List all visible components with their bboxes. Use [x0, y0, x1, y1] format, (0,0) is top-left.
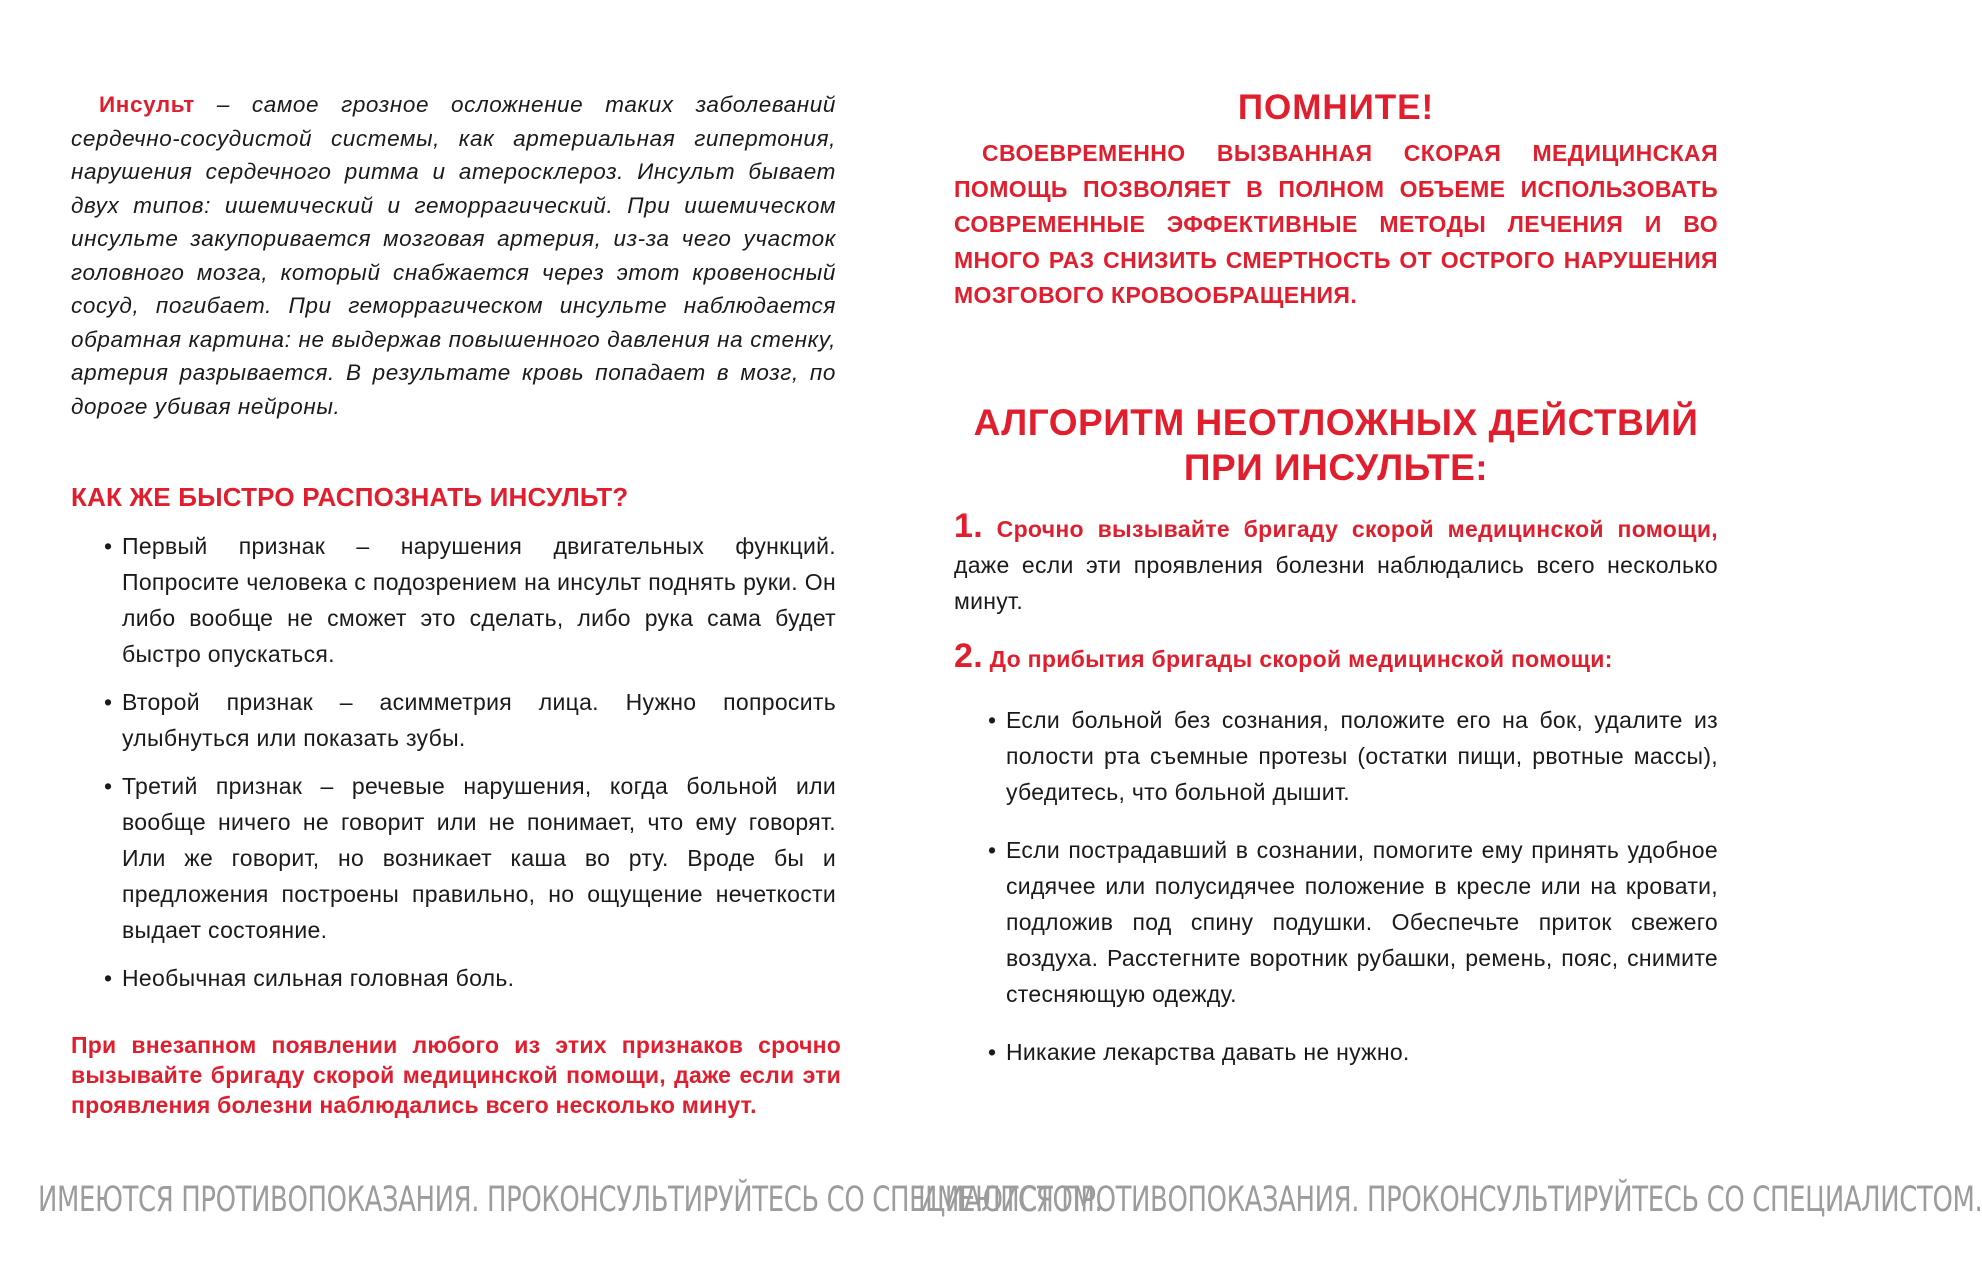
recognize-title: КАК ЖЕ БЫСТРО РАСПОЗНАТЬ ИНСУЛЬТ? — [71, 482, 629, 512]
bullet-icon: • — [988, 707, 997, 733]
list-item-text: Второй признак – асимметрия лица. Нужно попросить улыбнуться или показать зубы. — [122, 689, 836, 751]
disclaimer-left: ИМЕЮТСЯ ПРОТИВОПОКАЗАНИЯ. ПРОКОНСУЛЬТИРУЙТЕСЬ СО СПЕЦИАЛИСТОМ. — [38, 1180, 1103, 1220]
signs-list — [104, 528, 836, 1008]
bullet-icon: • — [104, 965, 113, 991]
list-item — [104, 768, 836, 948]
algorithm-title — [954, 400, 1718, 490]
bullet-icon: • — [104, 773, 113, 799]
bullet-icon: • — [104, 689, 113, 715]
remember-title: ПОМНИТЕ! — [1237, 88, 1435, 127]
actions-list — [988, 702, 1718, 1092]
step-number: 2. — [954, 637, 983, 675]
warning-text: При внезапном появлении любого из этих признаков срочно вызывайте бригаду скорой медицинской помощи, даже если эти проявления болезни наблюдались всего несколько минут. — [71, 1032, 841, 1118]
list-item-text: Третий признак – речевые нарушения, когда больной или вообще ничего не говорит или не понимает, что ему говорят. Или же говорит, но возникает каша во рту. Вроде бы и предложения построены правильно, но ощущение нечеткости выдает состояние. — [122, 773, 836, 943]
remember-text: СВОЕВРЕМЕННО ВЫЗВАННАЯ СКОРАЯ МЕДИЦИНСКАЯ ПОМОЩЬ ПОЗВОЛЯЕТ В ПОЛНОМ ОБЪЕМЕ ИСПОЛЬЗОВАТЬ СОВРЕМЕННЫЕ ЭФФЕКТИВНЫЕ МЕТОДЫ ЛЕЧЕНИЯ И ВО МНОГО РАЗ СНИЗИТЬ СМЕРТНОСТЬ ОТ ОСТРОГО НАРУШЕНИЯ МОЗГОВОГО КРОВООБРАЩЕНИЯ. — [954, 140, 1718, 308]
list-item — [104, 960, 836, 996]
intro-paragraph — [71, 88, 836, 423]
list-item-text: Если больной без сознания, положите его на бок, удалите из полости рта съемные протезы (остатки пищи, рвотные массы), убедитесь, что больной дышит. — [1006, 707, 1718, 805]
step-2 — [954, 638, 1718, 677]
list-item-text: Если пострадавший в сознании, помогите ему принять удобное сидячее или полусидячее положение в кресле или на кровати, подложив под спину подушки. Обеспечьте приток свежего воздуха. Расстегните воротник рубашки, ремень, пояс, снимите стесняющую одежду. — [1006, 837, 1718, 1007]
list-item-text: Никакие лекарства давать не нужно. — [1006, 1039, 1410, 1065]
step-1 — [954, 508, 1718, 619]
step-lead: Срочно вызывайте бригаду скорой медицинской помощи, — [996, 516, 1718, 542]
intro-keyword: Инсульт — [99, 92, 195, 117]
list-item — [104, 684, 836, 756]
list-item — [988, 832, 1718, 1012]
step-number: 1. — [954, 507, 983, 545]
list-item — [988, 1034, 1718, 1070]
bullet-icon: • — [104, 533, 113, 559]
bullet-icon: • — [988, 1039, 997, 1065]
list-item-text: Первый признак – нарушения двигательных функций. Попросите человека с подозрением на инсульт поднять руки. Он либо вообще не сможет это сделать, либо рука сама будет быстро опускаться. — [122, 533, 836, 667]
list-item — [104, 528, 836, 672]
list-item-text: Необычная сильная головная боль. — [122, 965, 515, 991]
intro-text: – самое грозное осложнение таких заболеваний сердечно-сосудистой системы, как артериальная гипертония, нарушения сердечного ритма и атеросклероз. Инсульт бывает двух типов: ишемический и геморрагический. При ишемическом инсульте закупоривается мозговая артерия, из-за чего участок головного мозга, который снабжается через этот кровеносный сосуд, погибает. При геморрагическом инсульте наблюдается обратная картина: не выдержав повышенного давления на стенку, артерия разрывается. В результате кровь попадает в мозг, по дороге убивая нейроны. — [71, 92, 836, 419]
list-item — [988, 702, 1718, 810]
step-text: даже если эти проявления болезни наблюдались всего несколько минут. — [954, 552, 1718, 614]
step-lead: До прибытия бригады скорой медицинской помощи: — [989, 646, 1613, 672]
disclaimer-right: ИМЕЮТСЯ ПРОТИВОПОКАЗАНИЯ. ПРОКОНСУЛЬТИРУЙТЕСЬ СО СПЕЦИАЛИСТОМ. — [918, 1180, 1982, 1220]
algorithm-title-line2: ПРИ ИНСУЛЬТЕ: — [1183, 447, 1489, 488]
algorithm-title-line1: АЛГОРИТМ НЕОТЛОЖНЫХ ДЕЙСТВИЙ — [973, 402, 1699, 443]
intro-block — [71, 88, 836, 423]
bullet-icon: • — [988, 837, 997, 863]
